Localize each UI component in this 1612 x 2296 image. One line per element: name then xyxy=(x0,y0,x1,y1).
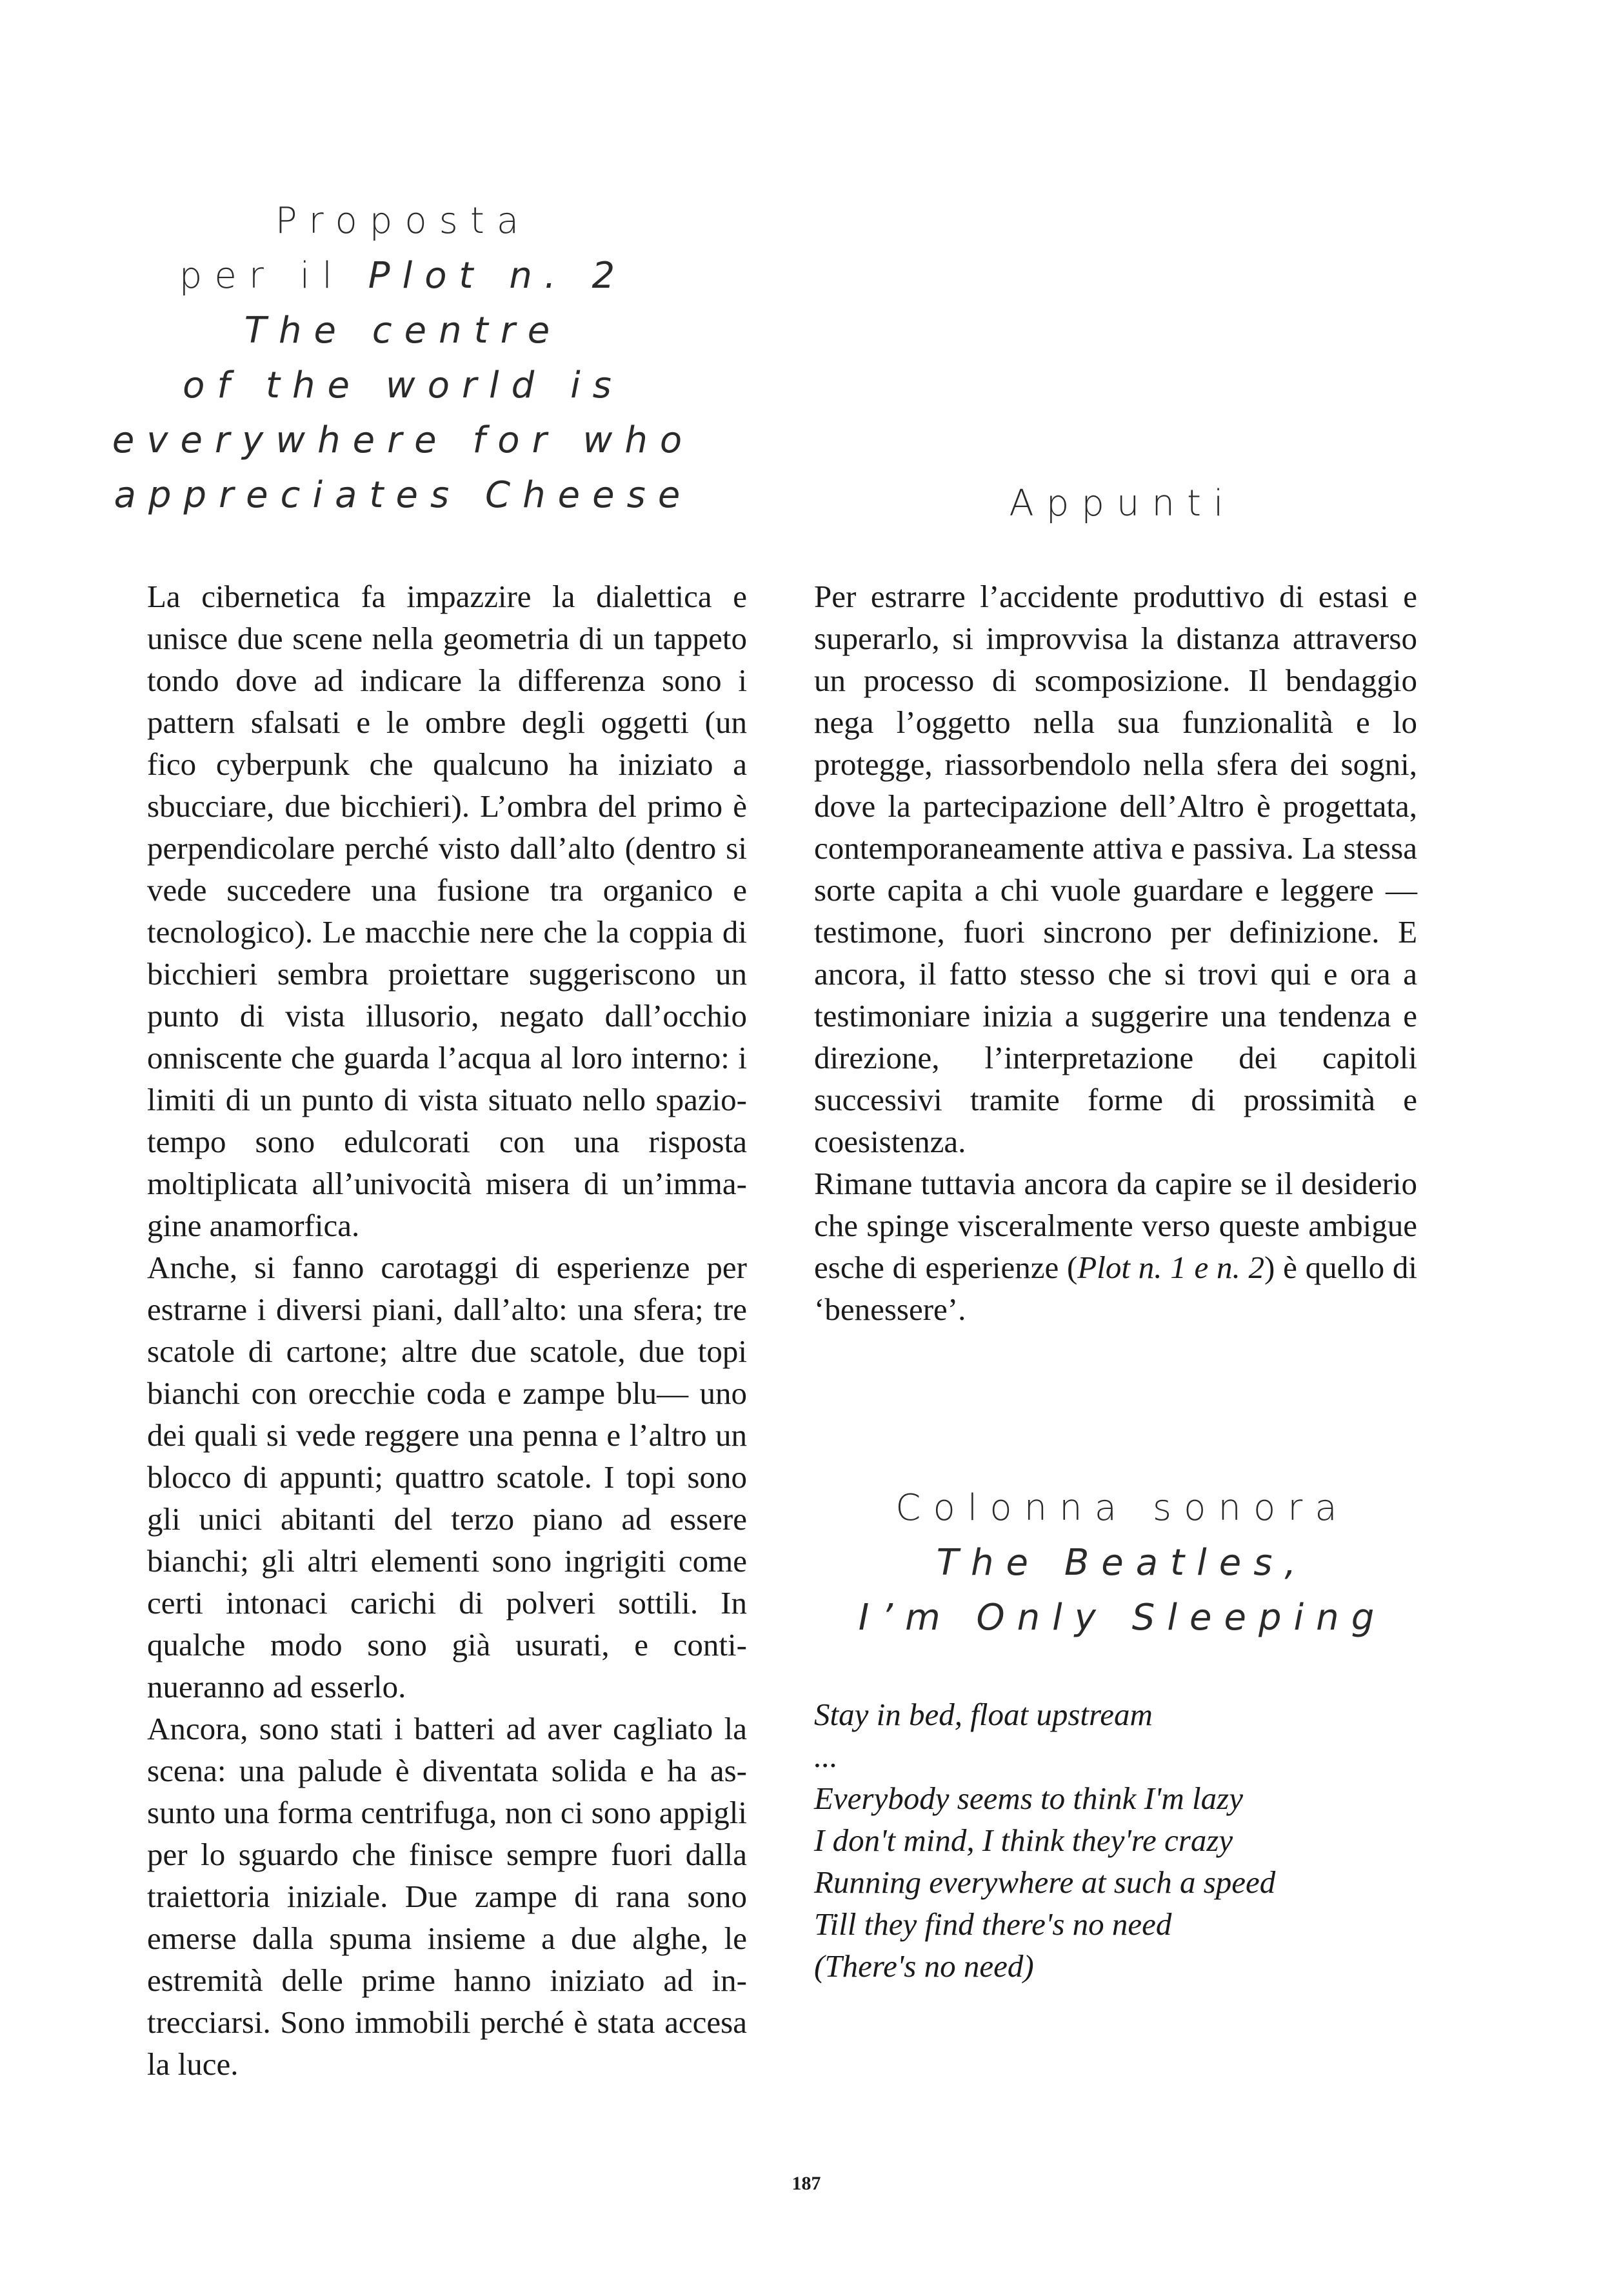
soundtrack-song: I’m Only Sleeping xyxy=(858,1597,1387,1639)
soundtrack-heading-line-1: Colonna sonora xyxy=(895,1487,1349,1529)
lyric-line: I don't mind, I think they're crazy xyxy=(814,1822,1233,1858)
left-paragraph-3: Ancora, sono stati i batteri ad aver cagliato la scena: una palude è diventata solida e ha assunto una forma centrifuga, non ci sono appigli per lo sguardo che finisce sempre fuori dalla traiettoria iniziale. Due zampe di rana sono emerse dalla spuma insieme a due alghe, le estremità delle prime hanno iniziato ad intrecciarsi. Sono immobili perché è stata accesa la luce. xyxy=(147,1711,747,2082)
lyrics-block xyxy=(814,1693,1417,1987)
proposal-heading-line-2: per il Plot n. 2 xyxy=(179,255,628,297)
proposal-heading xyxy=(97,194,710,523)
right-column-text xyxy=(814,575,1417,1330)
proposal-heading-line-3: The centre xyxy=(244,310,562,352)
left-paragraph-2: Anche, si fanno carotaggi di esperienze per estrarne i diversi piani, dall’alto: una sfera; tre scatole di cartone; altre due scatole, due topi bianchi con orecchie coda e zampe blu— uno dei quali si vede reggere una penna e l’altro un blocco di appunti; quattro scatole. I topi sono gli unici abitanti del terzo piano ad essere bianchi; gli altri elementi sono ingrigiti come certi intonaci carichi di polveri sottili. In qualche modo sono già usurati, e continueranno ad esserlo. xyxy=(147,1250,747,1704)
lyric-line: ... xyxy=(814,1739,838,1774)
proposal-heading-line-6: appreciates Cheese xyxy=(114,474,693,516)
proposal-heading-line-5: everywhere for who xyxy=(112,419,695,461)
proposal-heading-line-1: Proposta xyxy=(275,200,532,242)
plot-reference: Plot n. 1 e n. 2 xyxy=(1077,1250,1265,1285)
page-number: 187 xyxy=(791,2173,821,2194)
right-paragraph-1: Per estrarre l’accidente produttivo di estasi e superarlo, si improvvisa la distanza attraverso un processo di scomposizione. Il bendaggio nega l’oggetto nella sua funzionalità e lo protegge, riassorbendolo nella sfera dei sogni, dove la partecipazione dell’Altro è progettata, contemporaneamente attiva e passiva. La stessa sorte capita a chi vuole guardare e leggere — testimone, fuori sincrono per definizione. E ancora, il fatto stesso che si trovi qui e ora a testimoniare inizia a suggerire una tendenza e direzione, l’interpretazione dei capitoli successivi tramite forme di prossimità e coesistenza. xyxy=(814,579,1417,1159)
proposal-heading-line-4: of the world is xyxy=(183,364,624,406)
plot-title: Plot n. 2 xyxy=(368,255,628,297)
appunti-heading: Appunti xyxy=(1009,483,1236,524)
right-paragraph-2: Rimane tuttavia ancora da capire se il desiderio che spinge visceralmente verso queste ambigue esche di esperienze (Plot n. 1 e n. 2) è quello di ‘benessere’. xyxy=(814,1166,1417,1327)
lyric-line: Running everywhere at such a speed xyxy=(814,1864,1276,1900)
lyric-line: (There's no need) xyxy=(814,1948,1034,1984)
soundtrack-artist: The Beatles, xyxy=(936,1542,1309,1584)
lyric-line: Stay in bed, float upstream xyxy=(814,1697,1153,1732)
soundtrack-heading xyxy=(813,1481,1432,1645)
left-column-text xyxy=(147,575,747,2085)
left-paragraph-1: La cibernetica fa impazzire la dialettica e unisce due scene nella geometria di un tappeto tondo dove ad indicare la differenza sono i pattern sfalsati e le ombre degli oggetti (un fico cyberpunk che qualcuno ha iniziato a sbucciare, due bicchieri). L’ombra del primo è perpendicolare perché visto dall’alto (dentro si vede succedere una fusione tra organico e tecnologico). Le macchie nere che la coppia di bicchieri sembra proiettare suggeriscono un punto di vista illusorio, negato dall’occhio onniscente che guarda l’acqua al loro interno: i limiti di un punto di vista situato nello spazio-tempo sono edulcorati con una risposta moltiplicata all’univocità misera di un’immagine anamorfica. xyxy=(147,579,747,1243)
lyric-line: Till they find there's no need xyxy=(814,1906,1172,1942)
lyric-line: Everybody seems to think I'm lazy xyxy=(814,1781,1243,1816)
